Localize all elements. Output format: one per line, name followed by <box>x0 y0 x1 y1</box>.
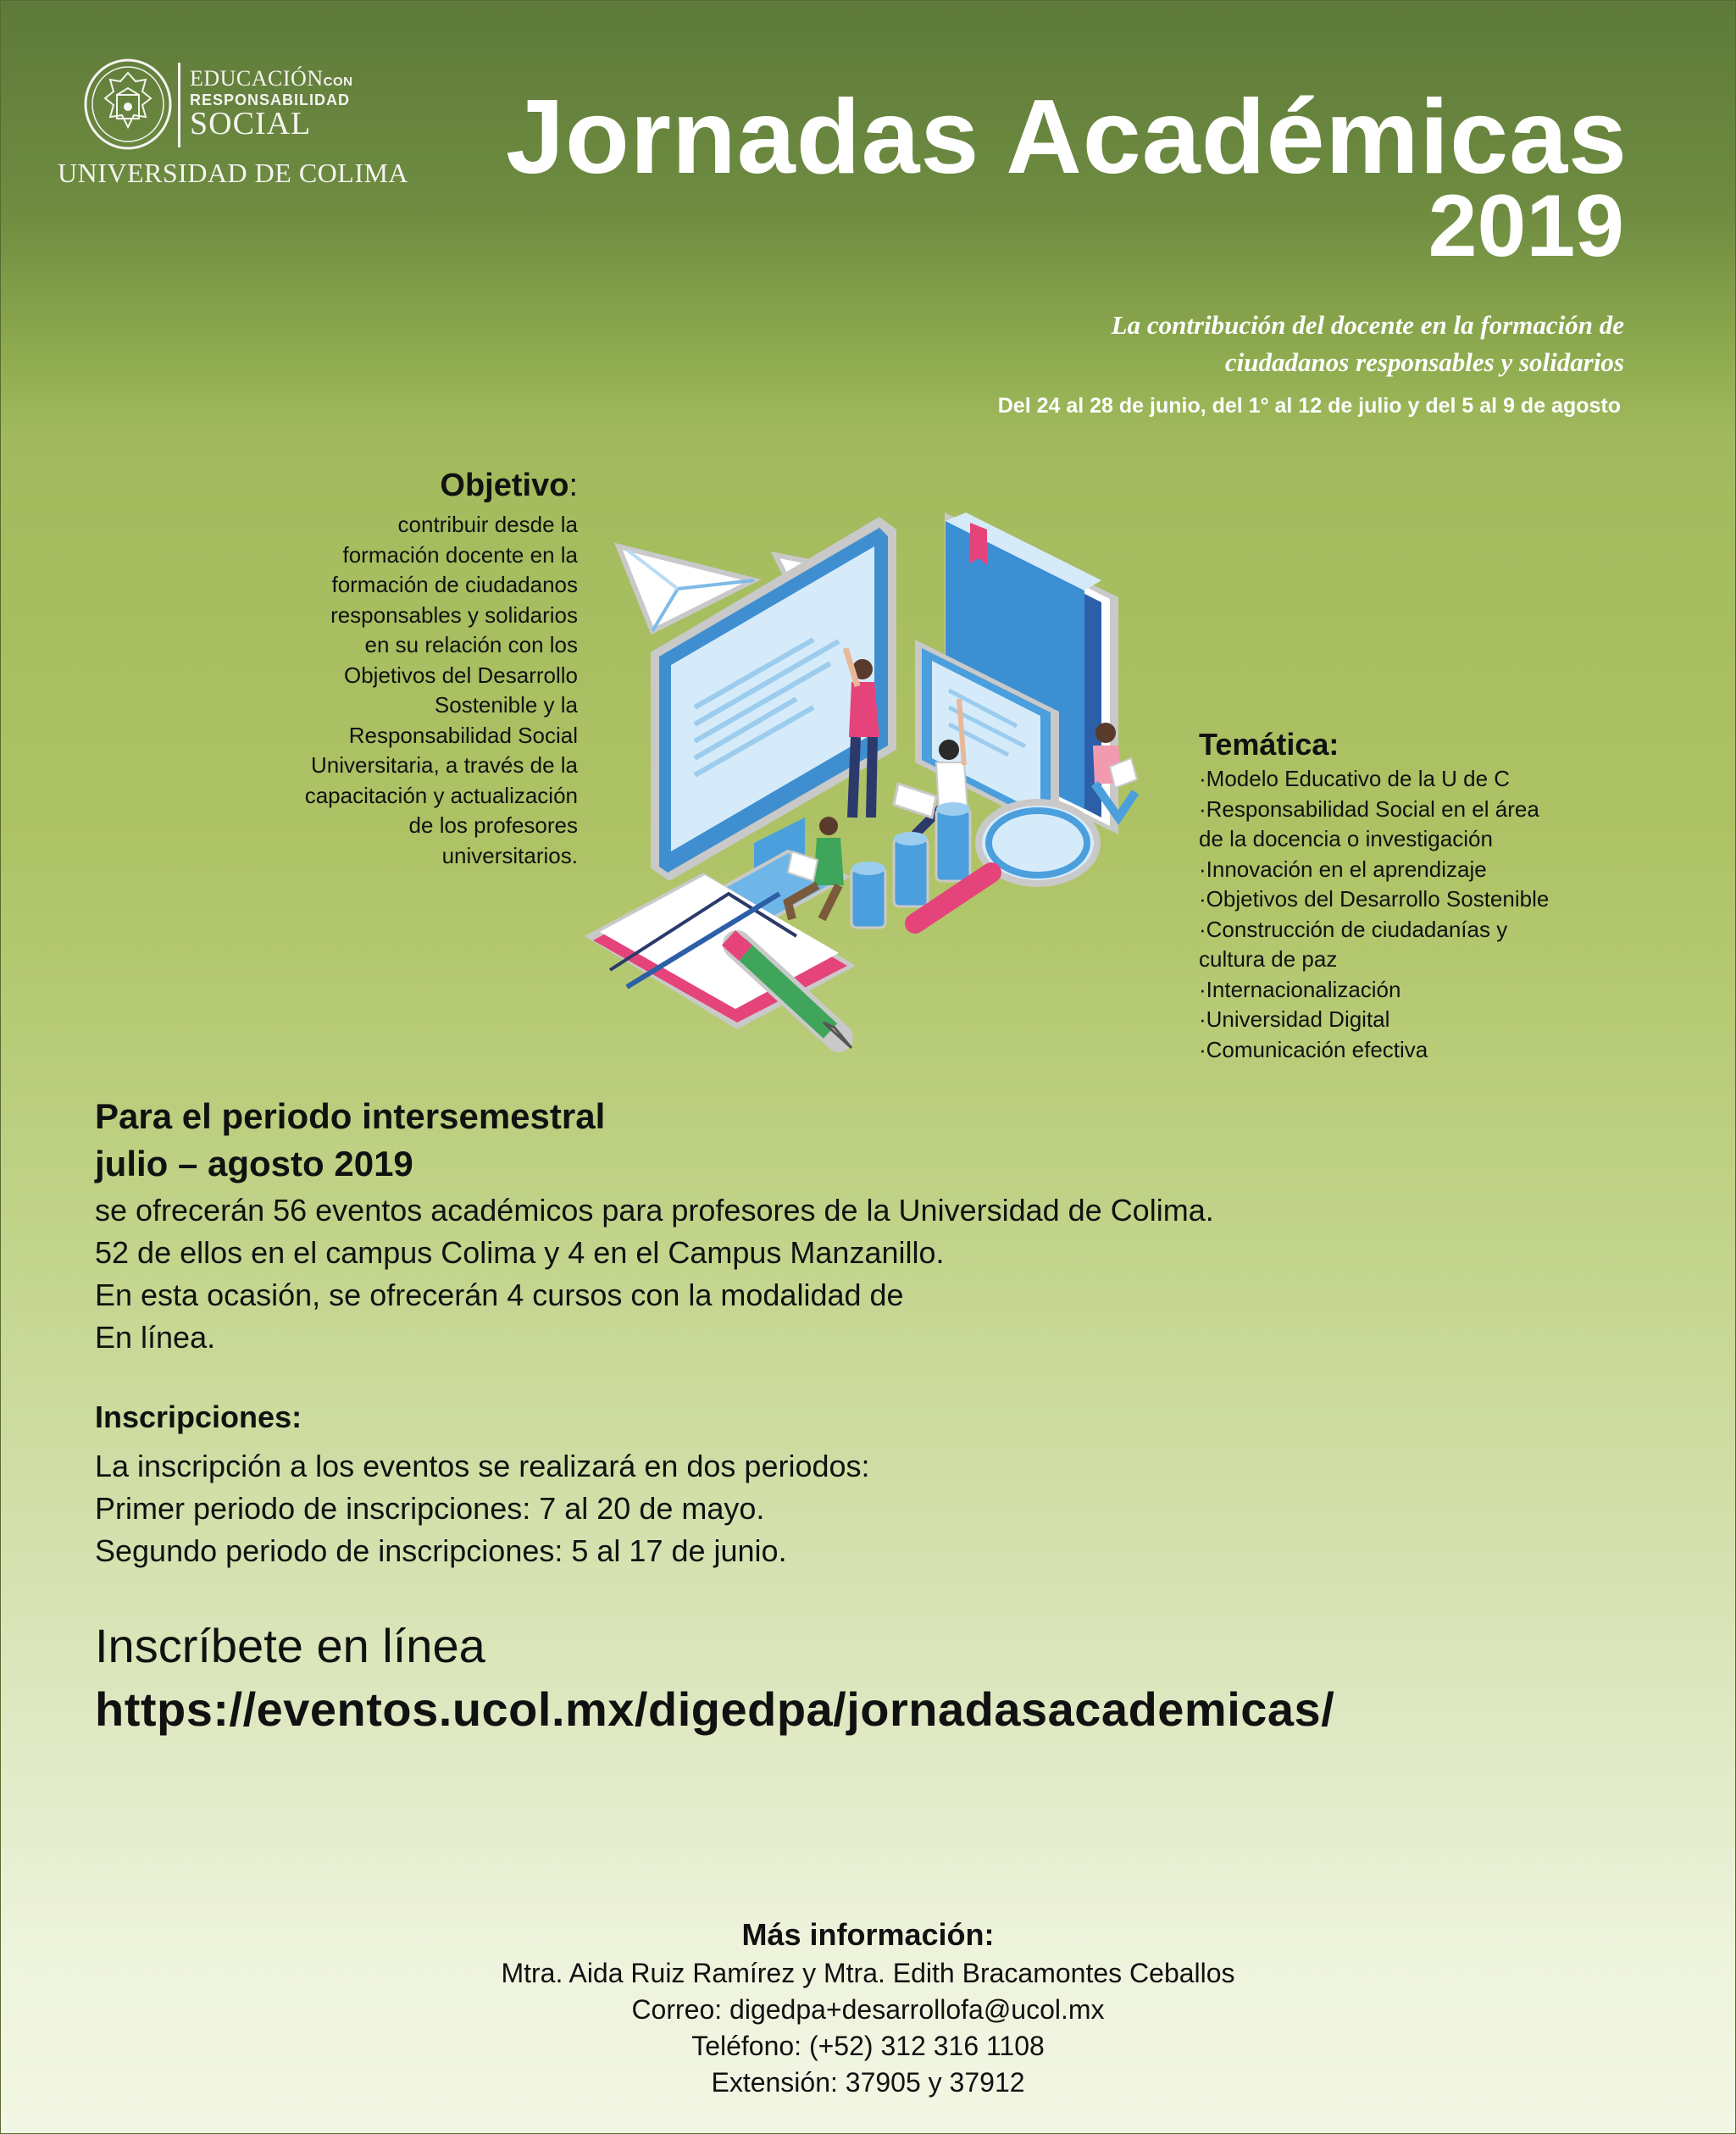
page-subtitle <box>862 307 1624 381</box>
logo-divider <box>178 63 180 147</box>
info-email[interactable]: Correo: digedpa+desarrollofa@ucol.mx <box>631 1994 1105 2025</box>
list-item: ·Construcción de ciudadanías y <box>1199 916 1508 942</box>
logo-educacion: EDUCACIÓNCON <box>190 66 353 91</box>
contact-info <box>0 1915 1736 2101</box>
info-heading: Más información: <box>741 1917 995 1952</box>
periodo-heading-line: Para el periodo intersemestral <box>95 1096 606 1136</box>
list-item: ·Universidad Digital <box>1199 1006 1390 1032</box>
periodo-line: 52 de ellos en el campus Colima y 4 en el Campus Manzanillo. <box>95 1235 945 1270</box>
subtitle-line: La contribución del docente en la formación de <box>1111 310 1624 340</box>
logo-university-name: UNIVERSIDAD DE COLIMA <box>58 158 409 188</box>
education-online-learning-illustration <box>559 496 1186 1072</box>
objetivo-line: formación docente en la <box>342 541 578 568</box>
periodo-line: se ofrecerán 56 eventos académicos para profesores de la Universidad de Colima. <box>95 1193 1214 1228</box>
objetivo-heading: Objetivo: <box>440 468 578 503</box>
objetivo-line: responsables y solidarios <box>330 601 578 628</box>
periodo-heading-line: julio – agosto 2019 <box>95 1144 413 1183</box>
inscripciones-line: Primer periodo de inscripciones: 7 al 20 de mayo. <box>95 1491 765 1526</box>
periodo-line: En línea. <box>95 1320 216 1355</box>
inscripciones-body <box>95 1445 870 1572</box>
university-seal-icon <box>83 58 173 151</box>
logo-con: CON <box>323 75 353 89</box>
inscripciones-line: La inscripción a los eventos se realizará en dos periodos: <box>95 1449 870 1483</box>
logo-social: SOCIAL <box>190 106 312 141</box>
objetivo-line: Sostenible y la <box>434 692 578 718</box>
objetivo-line: contribuir desde la <box>397 512 578 537</box>
page-year: 2019 <box>1428 177 1624 275</box>
objetivo-line: formación de ciudadanos <box>331 572 578 597</box>
list-item: ·Responsabilidad Social en el área <box>1199 795 1539 822</box>
register-url-link[interactable]: https://eventos.ucol.mx/digedpa/jornadasacademicas/ <box>95 1682 1335 1736</box>
periodo-body <box>95 1189 1450 1359</box>
list-item: ·Innovación en el aprendizaje <box>1199 856 1487 882</box>
inscripciones-heading: Inscripciones: <box>95 1400 302 1434</box>
tematica-list <box>1199 764 1673 1065</box>
list-item: ·Objetivos del Desarrollo Sostenible <box>1199 886 1550 912</box>
info-phone: Teléfono: (+52) 312 316 1108 <box>691 2031 1045 2061</box>
objetivo-line: Objetivos del Desarrollo <box>343 662 578 688</box>
tematica-heading: Temática: <box>1199 727 1339 762</box>
logo-responsabilidad: RESPONSABILIDAD <box>190 91 351 108</box>
objetivo-line: de los profesores <box>408 812 578 838</box>
objetivo-line: capacitación y actualización <box>304 782 578 808</box>
subtitle-line: ciudadanos responsables y solidarios <box>1224 347 1624 377</box>
objetivo-line: universitarios. <box>441 842 578 868</box>
objetivo-line: Universitaria, a través de la <box>310 752 578 778</box>
objetivo-line: Responsabilidad Social <box>348 722 578 748</box>
periodo-heading <box>95 1093 605 1188</box>
list-item: ·Modelo Educativo de la U de C <box>1199 766 1511 791</box>
periodo-line: En esta ocasión, se ofrecerán 4 cursos con la modalidad de <box>95 1278 904 1312</box>
page-title: Jornadas Académicas <box>506 79 1628 196</box>
objetivo-text <box>137 510 578 871</box>
list-item: de la docencia o investigación <box>1199 826 1493 851</box>
inscripciones-line: Segundo periodo de inscripciones: 5 al 17 de junio. <box>95 1533 787 1568</box>
register-online-label: Inscríbete en línea <box>95 1619 485 1672</box>
info-extension: Extensión: 37905 y 37912 <box>711 2067 1025 2098</box>
list-item: ·Internacionalización <box>1199 976 1401 1002</box>
objetivo-line: en su relación con los <box>364 632 578 657</box>
info-contacts: Mtra. Aida Ruiz Ramírez y Mtra. Edith Bracamontes Ceballos <box>501 1958 1235 1988</box>
event-dates: Del 24 al 28 de junio, del 1° al 12 de julio y del 5 al 9 de agosto <box>997 394 1621 418</box>
list-item: ·Comunicación efectiva <box>1199 1036 1428 1062</box>
list-item: cultura de paz <box>1199 946 1338 972</box>
